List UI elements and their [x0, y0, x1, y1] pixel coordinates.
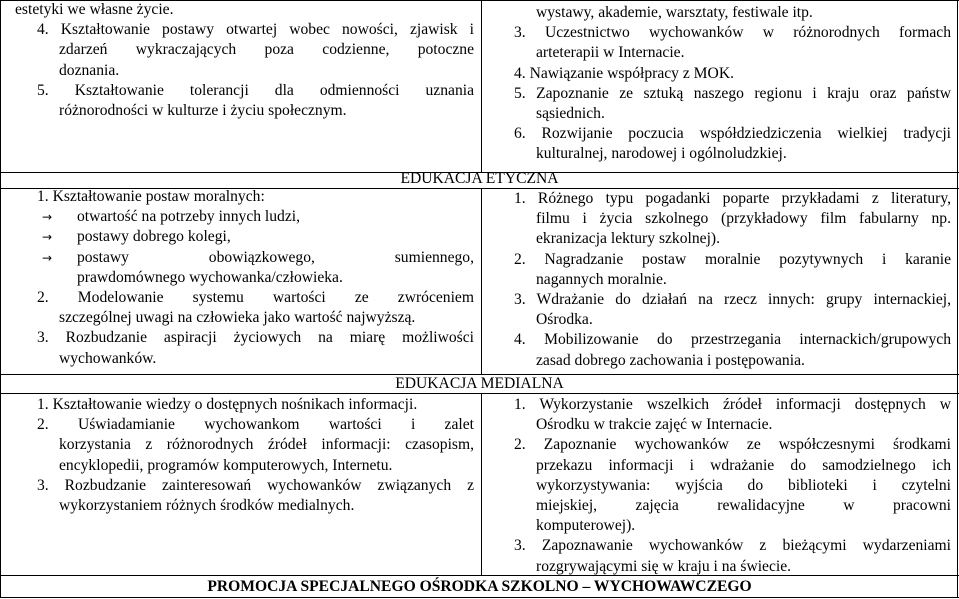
bullet-item — [0, 227, 474, 247]
text-line: 2. Uświadamianie wychowankom wartości i zalet — [37, 416, 474, 434]
text-line: 2. Modelowanie systemu wartości ze zwróceniem — [37, 289, 474, 307]
text-line: 3. Zapoznawanie wychowanków z bieżącymi wydarzeniami — [514, 537, 951, 555]
text-line: 4. Nawiązanie współpracy z MOK. — [514, 64, 734, 82]
text-line: różnorodności w kulturze i życiu społecznym. — [59, 102, 347, 120]
text-line: wykorzystaniem różnych środków medialnych. — [59, 497, 355, 515]
top-left-cell — [15, 0, 474, 121]
text-line: zdarzeń wykraczających poza codzienne, potoczne — [59, 41, 474, 59]
bullet-text: prawdomównego wychowanka/człowieka. — [77, 268, 343, 286]
text-line: 1. Kształtowanie postaw moralnych: — [37, 188, 265, 205]
text-line: 6. Rozwijanie poczucia współdziedziczenia wielkiej tradycji — [514, 125, 951, 143]
arrow-bullet-icon: → — [42, 230, 53, 245]
text-line: 4. Kształtowanie postawy otwartej wobec nowości, zjawisk i — [37, 21, 474, 39]
text-line: nagannych moralnie. — [536, 270, 667, 288]
text-line: encyklopedii, programów komputerowych, Internetu. — [59, 456, 393, 474]
text-line: Ośrodka. — [536, 311, 593, 329]
table-border-right — [957, 0, 958, 598]
table-border-left — [0, 0, 1, 598]
ethics-right-cell — [514, 189, 951, 371]
text-line: 1. Różnego typu pogadanki poparte przykładami z literatury, — [514, 190, 951, 207]
text-line: komputerowej). — [536, 517, 636, 535]
text-line: 3. Uczestnictwo wychowanków w różnorodnych formach — [514, 24, 951, 42]
text-line: rozgrywającymi się w kraju i na świecie. — [536, 557, 792, 575]
text-line: 1. Kształtowanie wiedzy o dostępnych nośnikach informacji. — [37, 396, 418, 413]
text-line: przekazu informacji i wdrażanie do samodzielnego ich — [536, 456, 951, 474]
text-line: 2. Nagradzanie postaw moralnie pozytywnych i karanie — [514, 250, 951, 268]
text-line: korzystania z różnorodnych źródeł informacji: czasopism, — [59, 436, 474, 454]
ethics-left-cell — [37, 187, 474, 369]
top-right-cell — [514, 3, 951, 165]
text-line: 3. Rozbudzanie aspiracji życiowych na miarę możliwości — [37, 329, 474, 347]
bullet-text: postawy dobrego kolegi, — [77, 228, 231, 246]
text-line: zasad dobrego zachowania i postępowania. — [536, 351, 805, 369]
text-line: miejskiej, zajęcia rewalidacyjne w pracowni — [536, 497, 951, 515]
text-line: 4. Mobilizowanie do przestrzegania internackich/grupowych — [514, 331, 951, 349]
media-left-cell — [37, 395, 474, 516]
text-line: 3. Rozbudzanie zainteresowań wychowanków związanych z — [37, 476, 474, 494]
section-heading-ethics: EDUKACJA ETYCZNA — [400, 170, 559, 187]
bullet-item — [0, 248, 474, 268]
text-line: szczególnej uwagi na człowieka jako wartość najwyższą. — [59, 309, 416, 327]
column-divider — [481, 393, 482, 576]
media-right-cell — [514, 395, 951, 577]
text-line: ekranizacja lektury szkolnej). — [536, 230, 721, 248]
text-line: wykorzystywania: wyjścia do biblioteki i czytelni — [536, 476, 951, 494]
text-line: 3. Wdrażanie do działań na rzecz innych: grupy internackiej, — [514, 291, 951, 309]
text-line: filmu i życia szkolnego (przykładowy film fabularny np. — [536, 210, 951, 228]
text-line: wystawy, akademie, warsztaty, festiwale itp. — [536, 4, 813, 21]
bullet-text: otwartość na potrzeby innych ludzi, — [77, 208, 301, 226]
text-line: wychowanków. — [59, 349, 157, 367]
bullet-item — [0, 207, 474, 227]
column-divider — [481, 188, 482, 375]
text-line: estetyki we własne życie. — [15, 1, 174, 18]
text-line: kulturalnej, narodowej i ogólnoludzkiej. — [536, 145, 787, 163]
text-line: 5. Zapoznanie ze sztuką naszego regionu i kraju oraz państw — [514, 84, 951, 102]
text-line: doznania. — [59, 61, 120, 79]
arrow-bullet-icon: → — [42, 250, 53, 265]
bullet-text: postawy obowiązkowego, sumiennego, — [77, 248, 474, 266]
text-line: arteterapii w Internacie. — [536, 44, 685, 62]
text-line: 1. Wykorzystanie wszelkich źródeł informacji dostępnych w — [514, 396, 951, 413]
text-line: sąsiednich. — [536, 105, 605, 123]
column-divider — [481, 0, 482, 173]
arrow-bullet-icon: → — [42, 210, 53, 225]
footer-heading: PROMOCJA SPECJALNEGO OŚRODKA SZKOLNO – WYCHOWAWCZEGO — [207, 578, 752, 595]
text-line: 5. Kształtowanie tolerancji dla odmienności uznania — [37, 81, 474, 99]
text-line: 2. Zapoznanie wychowanków ze współczesnymi środkami — [514, 436, 951, 454]
text-line: Ośrodku w trakcie zajęć w Internacie. — [536, 416, 773, 434]
section-heading-media: EDUKACJA MEDIALNA — [395, 375, 564, 392]
table-border-bottom — [0, 597, 959, 598]
